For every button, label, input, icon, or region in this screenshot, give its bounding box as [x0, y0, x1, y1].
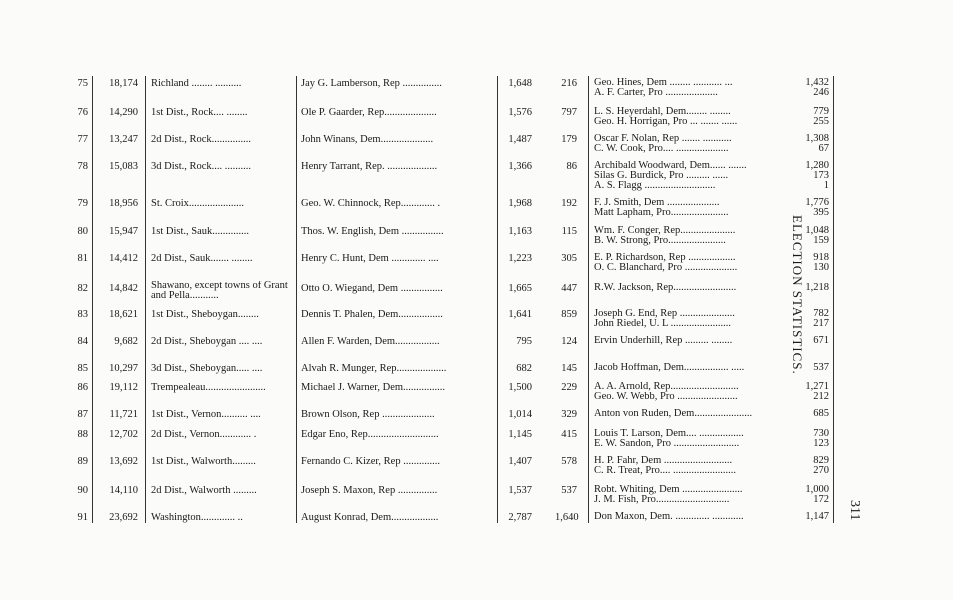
opponent-name: Jacob Hoffman, Dem................. .....: [594, 363, 745, 373]
votes-cast: 1,576: [508, 107, 532, 118]
assembly-district: Washington............. ..: [151, 512, 243, 523]
member-elected: Geo. W. Chinnock, Rep............. .: [301, 198, 441, 209]
votes-cast: 1,366: [508, 161, 532, 172]
opponent-vote-count: 1,432: [805, 77, 829, 88]
votes-cast: 1,223: [508, 253, 532, 264]
opponent-vote-count: 1: [823, 180, 829, 191]
opponent-vote-count: 1,271: [805, 381, 829, 392]
district-number: 75: [77, 78, 88, 89]
opponent-name: Silas G. Burdick, Pro ......... ......: [594, 171, 729, 181]
opponent-name: Don Maxon, Dem. ............. ............: [594, 512, 744, 522]
opponent-name: Geo. H. Horrigan, Pro ... ....... ......: [594, 117, 738, 127]
opponent-vote-count: 1,218: [805, 282, 829, 293]
member-elected: Henry Tarrant, Rep. ...................: [301, 161, 438, 172]
plurality: 447: [561, 283, 577, 294]
district-number: 78: [77, 161, 88, 172]
member-elected: John Winans, Dem....................: [301, 134, 434, 145]
opponent-name: C. R. Treat, Pro.... ........................: [594, 466, 737, 476]
population: 15,083: [109, 161, 138, 172]
district-number: 85: [77, 363, 88, 374]
opposing-candidates: [594, 107, 788, 127]
population: 12,702: [109, 429, 138, 440]
votes-cast: 1,968: [508, 198, 532, 209]
district-number: 79: [77, 198, 88, 209]
opponent-votes: [795, 382, 829, 402]
votes-cast: 1,537: [508, 485, 532, 496]
opponent-name: E. W. Sandon, Pro .........................: [594, 439, 740, 449]
plurality: 124: [561, 336, 577, 347]
opponent-votes: [795, 456, 829, 476]
opposing-candidates: [594, 363, 788, 373]
member-elected: Michael J. Warner, Dem................: [301, 382, 446, 393]
member-elected: Brown Olson, Rep ....................: [301, 409, 435, 420]
opponent-name: R.W. Jackson, Rep........................: [594, 283, 737, 293]
assembly-district: 2d Dist., Rock...............: [151, 134, 252, 145]
opponent-name: Robt. Whiting, Dem .......................: [594, 485, 743, 495]
district-number: 87: [77, 409, 88, 420]
population: 13,247: [109, 134, 138, 145]
member-elected: Henry C. Hunt, Dem ............. ....: [301, 253, 439, 264]
opponent-vote-count: 395: [813, 207, 829, 218]
district-number: 84: [77, 336, 88, 347]
population: 18,621: [109, 309, 138, 320]
population: 11,721: [109, 409, 138, 420]
opponent-name: A. F. Carter, Pro ....................: [594, 88, 718, 98]
opponent-name: Geo. W. Webb, Pro .......................: [594, 392, 738, 402]
population: 14,290: [109, 107, 138, 118]
opponent-name: Joseph G. End, Rep .....................: [594, 309, 735, 319]
population: 14,842: [109, 283, 138, 294]
opponent-votes: [795, 429, 829, 449]
member-elected: Jay G. Lamberson, Rep ...............: [301, 78, 442, 89]
opponent-vote-count: 246: [813, 87, 829, 98]
member-elected: Allen F. Warden, Dem.................: [301, 336, 440, 347]
opponent-vote-count: 782: [813, 308, 829, 319]
votes-cast: 1,641: [508, 309, 532, 320]
plurality: 216: [561, 78, 577, 89]
assembly-district: 1st Dist., Vernon.......... ....: [151, 409, 261, 420]
votes-cast: 1,145: [508, 429, 532, 440]
population: 15,947: [109, 226, 138, 237]
opponent-name: A. A. Arnold, Rep..........................: [594, 382, 739, 392]
assembly-district: 3d Dist., Rock.... ..........: [151, 161, 252, 172]
opponent-vote-count: 537: [813, 362, 829, 373]
opponent-vote-count: 685: [813, 408, 829, 419]
district-number: 91: [77, 512, 88, 523]
opposing-candidates: [594, 429, 788, 449]
member-elected: Dennis T. Phalen, Dem.................: [301, 309, 443, 320]
votes-cast: 1,500: [508, 382, 532, 393]
district-number: 86: [77, 382, 88, 393]
opposing-candidates: [594, 409, 788, 419]
opponent-vote-count: 217: [813, 318, 829, 329]
opponent-vote-count: 123: [813, 438, 829, 449]
opponent-vote-count: 130: [813, 262, 829, 273]
opponent-votes: [795, 161, 829, 191]
district-number: 89: [77, 456, 88, 467]
opponent-votes: [795, 134, 829, 154]
member-elected: Ole P. Gaarder, Rep....................: [301, 107, 437, 118]
opponent-vote-count: 1,280: [805, 160, 829, 171]
opponent-vote-count: 212: [813, 391, 829, 402]
member-elected: August Konrad, Dem..................: [301, 512, 439, 523]
opponent-name: J. M. Fish, Pro............................: [594, 495, 730, 505]
opponent-name: L. S. Heyerdahl, Dem........ ........: [594, 107, 731, 117]
opponent-vote-count: 159: [813, 235, 829, 246]
district-number: 82: [77, 283, 88, 294]
votes-cast: 1,014: [508, 409, 532, 420]
opponent-votes: [795, 485, 829, 505]
votes-cast: 2,787: [508, 512, 532, 523]
assembly-district: Richland ........ ..........: [151, 78, 242, 89]
votes-cast: 682: [516, 363, 532, 374]
column-rule: [833, 76, 834, 523]
population: 18,956: [109, 198, 138, 209]
assembly-district: 2d Dist., Vernon............ .: [151, 429, 257, 440]
member-elected: Otto O. Wiegand, Dem ................: [301, 283, 443, 294]
opponent-name: Louis T. Larson, Dem.... .................: [594, 429, 744, 439]
opponent-name: Archibald Woodward, Dem...... .......: [594, 161, 747, 171]
opponent-vote-count: 1,776: [805, 197, 829, 208]
votes-cast: 1,648: [508, 78, 532, 89]
member-elected: Joseph S. Maxon, Rep ...............: [301, 485, 438, 496]
member-elected: Thos. W. English, Dem ................: [301, 226, 444, 237]
opponent-votes: [795, 409, 829, 419]
opponent-name: A. S. Flagg ...........................: [594, 181, 716, 191]
opponent-votes: [795, 107, 829, 127]
opponent-vote-count: 270: [813, 465, 829, 476]
column-rule: [588, 76, 589, 523]
assembly-district: 2d Dist., Walworth .........: [151, 485, 257, 496]
votes-cast: 1,163: [508, 226, 532, 237]
district-number: 90: [77, 485, 88, 496]
district-number: 83: [77, 309, 88, 320]
plurality: 179: [561, 134, 577, 145]
district-number: 88: [77, 429, 88, 440]
column-rule: [92, 76, 93, 523]
population: 9,682: [114, 336, 138, 347]
population: 14,412: [109, 253, 138, 264]
assembly-district: 2d Dist., Sauk....... ........: [151, 253, 253, 264]
opponent-name: Oscar F. Nolan, Rep ....... ...........: [594, 134, 732, 144]
opposing-candidates: [594, 253, 788, 273]
plurality: 415: [561, 429, 577, 440]
votes-cast: 1,407: [508, 456, 532, 467]
opponent-vote-count: 1,147: [805, 511, 829, 522]
opponent-name: B. W. Strong, Pro......................: [594, 236, 726, 246]
opponent-name: E. P. Richardson, Rep ..................: [594, 253, 736, 263]
votes-cast: 1,665: [508, 283, 532, 294]
opposing-candidates: [594, 382, 788, 402]
opposing-candidates: [594, 512, 788, 522]
assembly-district: St. Croix.....................: [151, 198, 245, 209]
opponent-name: H. P. Fahr, Dem ..........................: [594, 456, 733, 466]
assembly-district: Shawano, except towns of Grant and Pella...........: [151, 281, 288, 301]
opposing-candidates: [594, 283, 788, 293]
assembly-district: Trempealeau.......................: [151, 382, 266, 393]
plurality: 797: [561, 107, 577, 118]
opposing-candidates: [594, 198, 788, 218]
plurality: 305: [561, 253, 577, 264]
page-number: 311: [847, 500, 862, 521]
district-number: 80: [77, 226, 88, 237]
plurality: 192: [561, 198, 577, 209]
population: 18,174: [109, 78, 138, 89]
opponent-name: Matt Lapham, Pro......................: [594, 208, 729, 218]
opponent-vote-count: 918: [813, 252, 829, 263]
column-rule: [497, 76, 498, 523]
assembly-district: 2d Dist., Sheboygan .... ....: [151, 336, 263, 347]
opposing-candidates: [594, 456, 788, 476]
opponent-vote-count: 255: [813, 116, 829, 127]
plurality: 859: [561, 309, 577, 320]
assembly-district: 1st Dist., Sheboygan........: [151, 309, 259, 320]
opponent-vote-count: 1,308: [805, 133, 829, 144]
assembly-district: 1st Dist., Sauk..............: [151, 226, 250, 237]
opponent-vote-count: 730: [813, 428, 829, 439]
votes-cast: 795: [516, 336, 532, 347]
opponent-votes: [795, 512, 829, 522]
column-rule: [296, 76, 297, 523]
opponent-vote-count: 671: [813, 335, 829, 346]
running-title: ELECTION STATISTICS.: [790, 215, 805, 375]
plurality: 578: [561, 456, 577, 467]
opposing-candidates: [594, 78, 788, 98]
member-elected: Fernando C. Kizer, Rep ..............: [301, 456, 440, 467]
plurality: 86: [566, 161, 577, 172]
plurality: 537: [561, 485, 577, 496]
plurality: 1,640: [555, 512, 579, 523]
opponent-name: Ervin Underhill, Rep ......... ........: [594, 336, 733, 346]
votes-cast: 1,487: [508, 134, 532, 145]
plurality: 145: [561, 363, 577, 374]
plurality: 329: [561, 409, 577, 420]
opposing-candidates: [594, 134, 788, 154]
population: 19,112: [109, 382, 138, 393]
opponent-name: Wm. F. Conger, Rep.....................: [594, 226, 736, 236]
member-elected: Edgar Eno, Rep...........................: [301, 429, 439, 440]
opponent-vote-count: 829: [813, 455, 829, 466]
opponent-name: C. W. Cook, Pro.... ....................: [594, 144, 729, 154]
population: 10,297: [109, 363, 138, 374]
opposing-candidates: [594, 309, 788, 329]
opponent-name: Anton von Ruden, Dem......................: [594, 409, 753, 419]
opposing-candidates: [594, 485, 788, 505]
opponent-vote-count: 1,000: [805, 484, 829, 495]
plurality: 115: [561, 226, 577, 237]
opponent-vote-count: 173: [813, 170, 829, 181]
district-number: 81: [77, 253, 88, 264]
opponent-vote-count: 67: [818, 143, 829, 154]
assembly-district: 1st Dist., Walworth.........: [151, 456, 256, 467]
opposing-candidates: [594, 336, 788, 346]
opponent-name: John Riedel, U. L .......................: [594, 319, 731, 329]
opponent-name: Geo. Hines, Dem ........ ........... ...: [594, 78, 733, 88]
opponent-name: O. C. Blanchard, Pro ....................: [594, 263, 738, 273]
opponent-vote-count: 172: [813, 494, 829, 505]
assembly-district: 3d Dist., Sheboygan..... ....: [151, 363, 263, 374]
opponent-votes: [795, 78, 829, 98]
column-rule: [145, 76, 146, 523]
opposing-candidates: [594, 226, 788, 246]
member-elected: Alvah R. Munger, Rep...................: [301, 363, 447, 374]
district-number: 77: [77, 134, 88, 145]
opposing-candidates: [594, 161, 788, 191]
population: 14,110: [109, 485, 138, 496]
opponent-vote-count: 779: [813, 106, 829, 117]
plurality: 229: [561, 382, 577, 393]
population: 13,692: [109, 456, 138, 467]
opponent-name: F. J. Smith, Dem ....................: [594, 198, 720, 208]
district-number: 76: [77, 107, 88, 118]
opponent-vote-count: 1,048: [805, 225, 829, 236]
population: 23,692: [109, 512, 138, 523]
assembly-district: 1st Dist., Rock.... ........: [151, 107, 248, 118]
